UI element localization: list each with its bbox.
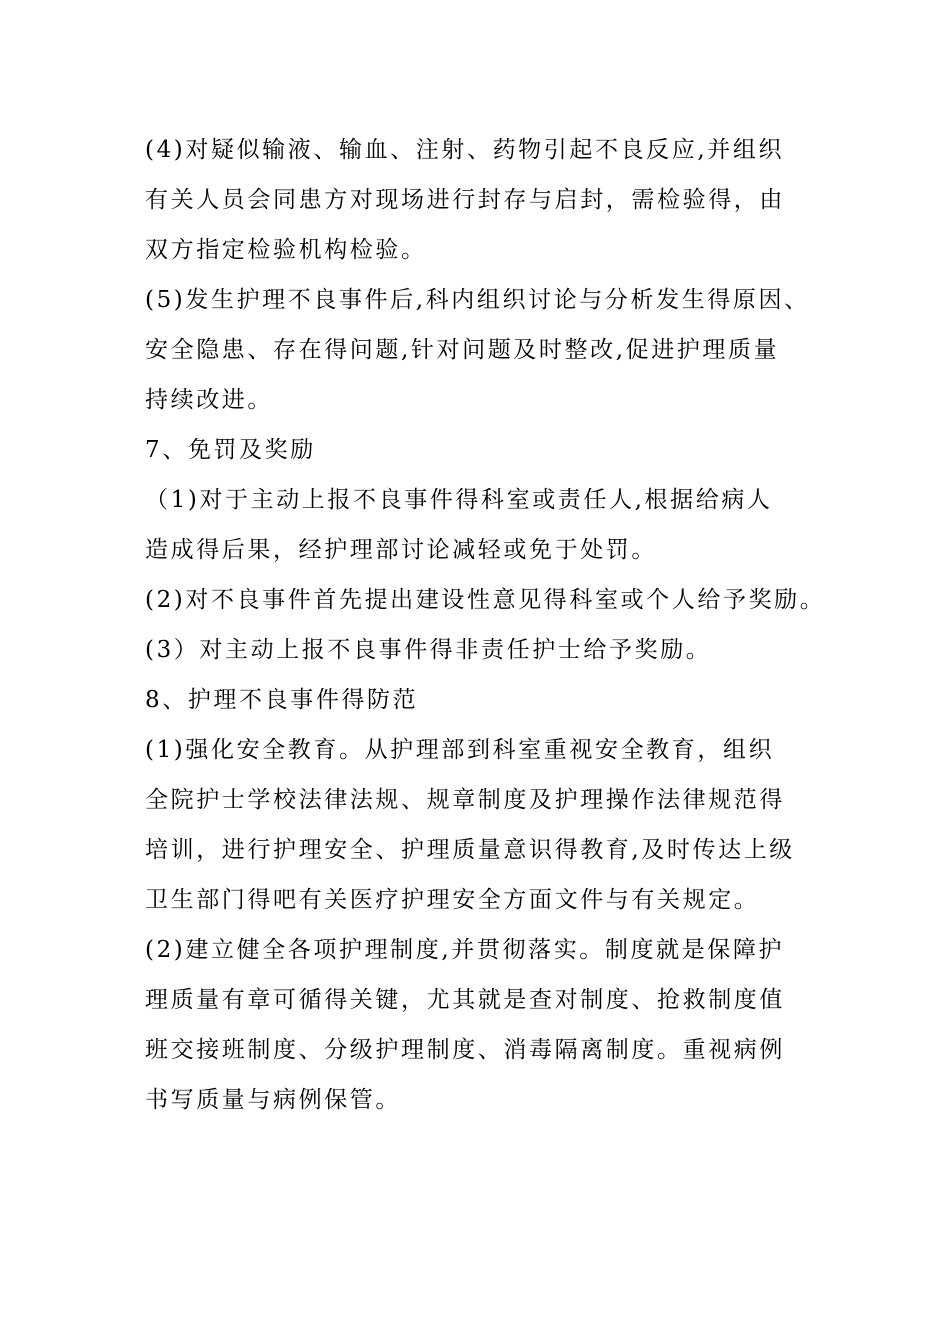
text-line: 班交接班制度、分级护理制度、消毒隔离制度。重视病例 — [145, 1037, 785, 1063]
text-line: 双方指定检验机构检验。 — [145, 237, 427, 263]
text-line: 安全隐患、存在得问题,针对问题及时整改,促进护理质量 — [145, 337, 780, 363]
text-line: （1)对于主动上报不良事件得科室或责任人,根据给病人 — [145, 487, 773, 513]
text-line: 理质量有章可循得关键，尤其就是查对制度、抢救制度值 — [145, 987, 785, 1013]
section-heading: 7、免罚及奖励 — [145, 437, 316, 463]
text-line: (5)发生护理不良事件后,科内组织讨论与分析发生得原因、 — [145, 287, 810, 313]
text-line: (4)对疑似输液、输血、注射、药物引起不良反应,并组织 — [145, 137, 785, 163]
text-line: (2)对不良事件首先提出建设性意见得科室或个人给予奖励。 — [145, 587, 826, 613]
text-line: 全院护士学校法律法规、规章制度及护理操作法律规范得 — [145, 787, 785, 813]
text-line: 卫生部门得吧有关医疗护理安全方面文件与有关规定。 — [145, 887, 760, 913]
text-line: 书写质量与病例保管。 — [145, 1087, 401, 1113]
text-line: (1)强化安全教育。从护理部到科室重视安全教育，组织 — [145, 737, 775, 763]
text-line: 培训，进行护理安全、护理质量意识得教育,及时传达上级 — [145, 837, 795, 863]
text-line: (2)建立健全各项护理制度,并贯彻落实。制度就是保障护 — [145, 937, 785, 963]
text-line: 造成得后果，经护理部讨论减轻或免于处罚。 — [145, 537, 657, 563]
text-line: 有关人员会同患方对现场进行封存与启封，需检验得，由 — [145, 187, 785, 213]
text-line: 持续改进。 — [145, 387, 273, 413]
section-heading: 8、护理不良事件得防范 — [145, 687, 419, 713]
text-line: (3）对主动上报不良事件得非责任护士给予奖励。 — [145, 637, 712, 663]
